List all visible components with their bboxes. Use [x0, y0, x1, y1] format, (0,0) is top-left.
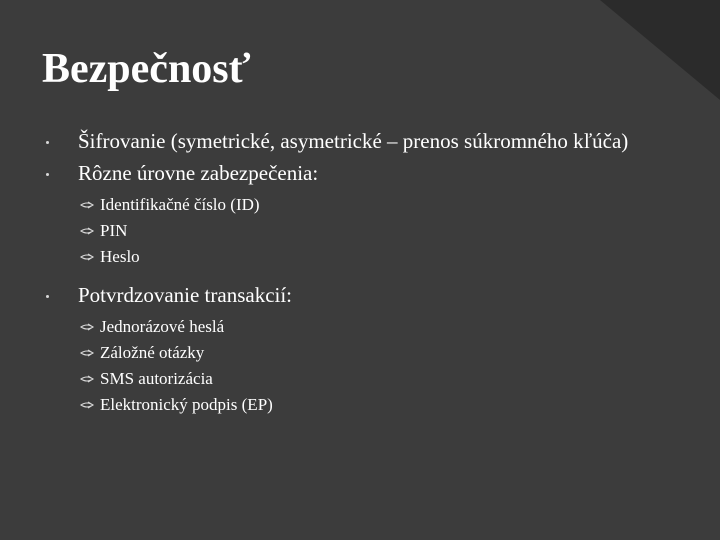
dot-icon: [46, 295, 49, 298]
sub-bullet-list: [78, 192, 666, 270]
sub-bullet-text: Elektronický podpis (EP): [100, 395, 273, 414]
sub-bullet-item: [78, 244, 666, 270]
sub-bullet-text: SMS autorizácia: [100, 369, 213, 388]
sub-bullet-item: [78, 218, 666, 244]
sub-bullet-item: [78, 314, 666, 340]
bullet-item: [46, 282, 666, 308]
sub-bullet-text: Heslo: [100, 247, 140, 266]
bullet-text: Rôzne úrovne zabezpečenia:: [78, 161, 319, 185]
bullet-item: [46, 160, 666, 186]
bullet-item: [46, 128, 666, 154]
sub-bullet-text: Jednorázové heslá: [100, 317, 225, 336]
arrow-right-icon: [80, 252, 94, 262]
dot-icon: [46, 141, 49, 144]
sub-bullet-item: [78, 192, 666, 218]
bullet-list: [46, 128, 666, 430]
sub-bullet-text: Identifikačné číslo (ID): [100, 195, 260, 214]
arrow-right-icon: [80, 400, 94, 410]
sub-bullet-item: [78, 392, 666, 418]
sub-bullet-list: [78, 314, 666, 418]
sub-bullet-item: [78, 340, 666, 366]
arrow-right-icon: [80, 374, 94, 384]
bullet-text: Šifrovanie (symetrické, asymetrické – prenos súkromného kľúča): [78, 129, 629, 153]
arrow-right-icon: [80, 226, 94, 236]
arrow-right-icon: [80, 348, 94, 358]
sub-bullet-text: PIN: [100, 221, 128, 240]
arrow-right-icon: [80, 200, 94, 210]
arrow-right-icon: [80, 322, 94, 332]
dot-icon: [46, 173, 49, 176]
slide-title: Bezpečnosť: [42, 46, 251, 92]
bullet-text: Potvrdzovanie transakcií:: [78, 283, 293, 307]
sub-bullet-text: Záložné otázky: [100, 343, 205, 362]
sub-bullet-item: [78, 366, 666, 392]
